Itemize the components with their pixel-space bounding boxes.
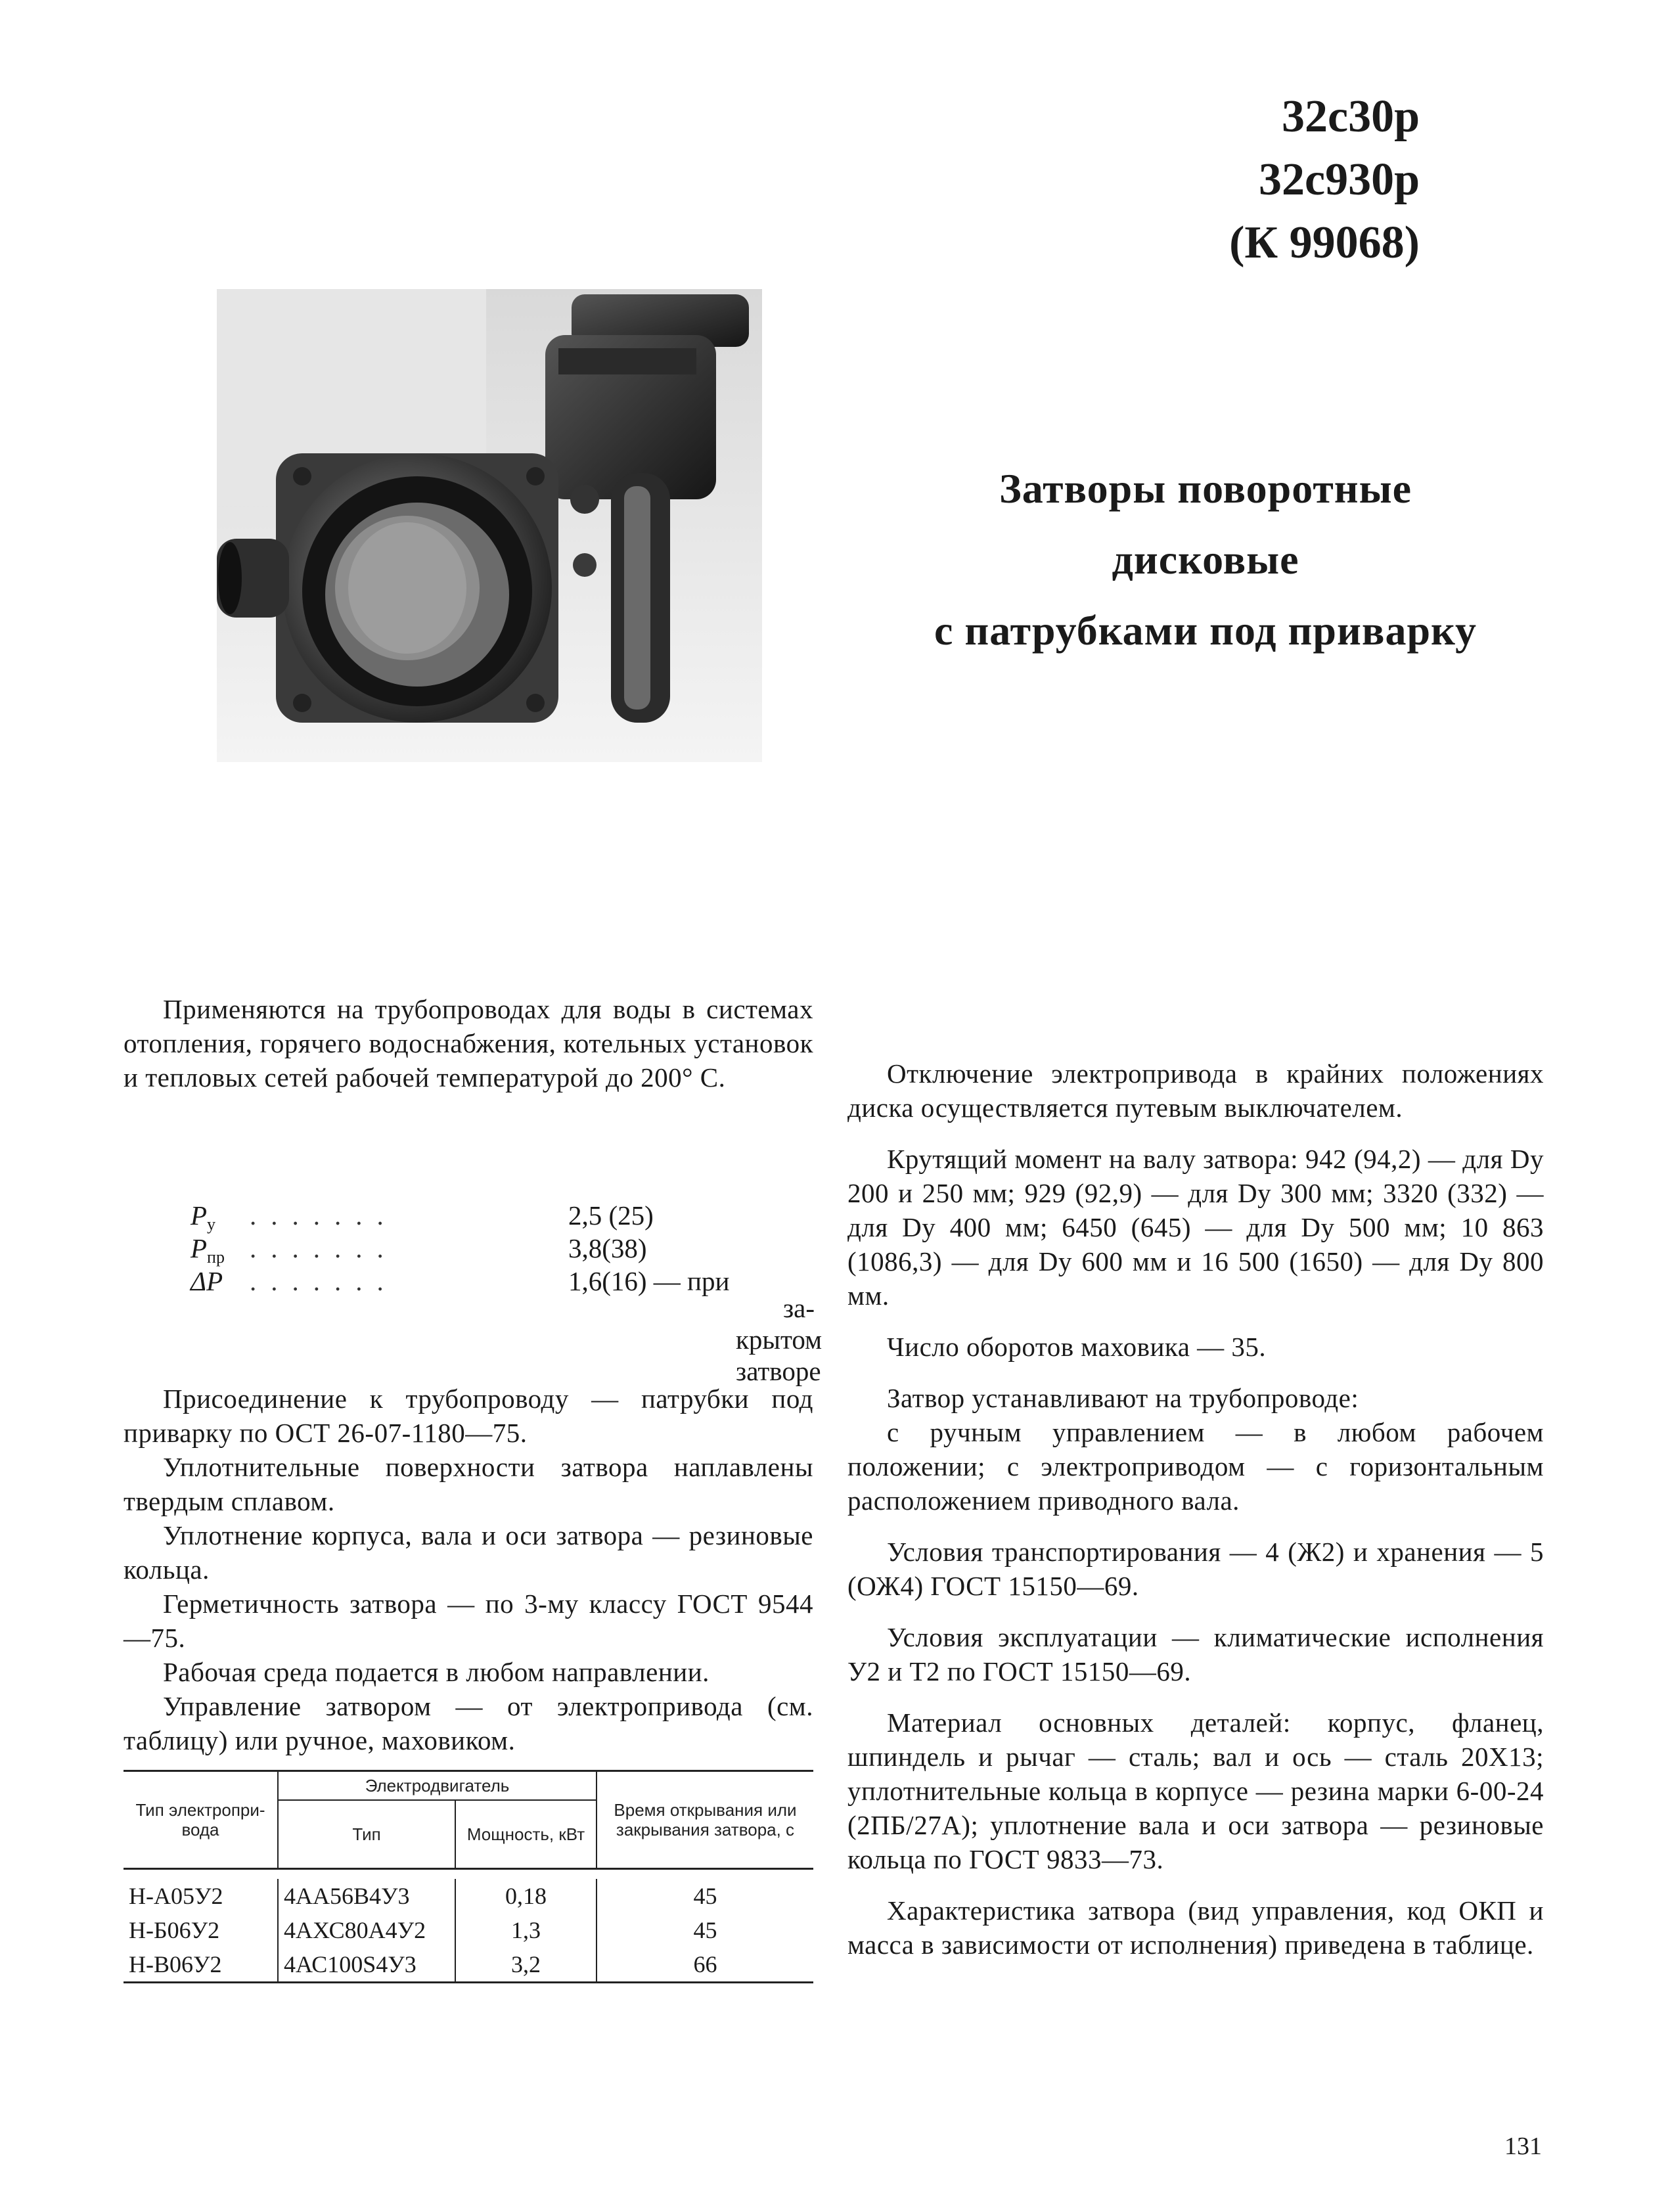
left-paragraphs (124, 1382, 813, 1757)
paragraph: Уплотнительные поверхности затвора наплавлены твердым сплавом. (124, 1452, 813, 1516)
page-number: 131 (1504, 2133, 1542, 2160)
intro-paragraph (124, 992, 813, 1095)
param-value: 3,8(38) (568, 1233, 647, 1263)
paragraph: Отключение электропривода в крайних положениях диска осуществляется путевым выключателем. (847, 1058, 1544, 1123)
paragraph: Затвор устанавливают на трубопроводе: (887, 1383, 1359, 1413)
param-note: за-крытом затворе (736, 1293, 823, 1386)
param-row (191, 1232, 805, 1265)
product-code: (К 99068) (1229, 217, 1420, 268)
param-symbol: $P_{пр}$ (191, 1233, 225, 1267)
table-cell: 4АС100S4У3 (278, 1947, 455, 1983)
table-row (124, 1879, 813, 1913)
drive-table (124, 1770, 813, 1983)
table-row (124, 1947, 813, 1983)
product-code: 32с930р (1259, 154, 1420, 205)
paragraph: Рабочая среда подается в любом направлении. (163, 1657, 710, 1687)
table-cell: 1,3 (455, 1913, 597, 1947)
paragraph: Условия транспортирования — 4 (Ж2) и хранения — 5 (ОЖ4) ГОСТ 15150—69. (847, 1537, 1544, 1601)
right-paragraphs (847, 1056, 1544, 1962)
param-row (191, 1199, 805, 1232)
col-header-time: Время открывания или закрывания затвора, с (597, 1771, 813, 1869)
table-cell: Н-А05У2 (129, 1883, 223, 1909)
pressure-params (191, 1199, 823, 1386)
heading-line: дисковые (1112, 536, 1299, 583)
param-symbol: $P_у$ (191, 1200, 216, 1234)
paragraph: Число оборотов маховика — 35. (887, 1332, 1267, 1362)
heading-line: с патрубками под приварку (934, 607, 1477, 654)
param-value: 1,6(16) — при (568, 1266, 730, 1296)
paragraph: Условия эксплуатации — климатические исполнения У2 и Т2 по ГОСТ 15150—69. (847, 1622, 1544, 1686)
col-header-motor-type: Тип (278, 1800, 455, 1869)
paragraph: Герметичность затвора — по 3-му классу ГОСТ 9544—75. (124, 1589, 813, 1653)
col-header-drive-type: Тип электропри-вода (124, 1771, 278, 1869)
param-value: 2,5 (25) (568, 1200, 654, 1230)
paragraph: с ручным управлением — в любом рабочем положении; с электроприводом — с горизонтальным расположением приводного вала. (847, 1417, 1544, 1516)
page-heading (880, 453, 1531, 666)
param-leader: ....... (250, 1266, 398, 1296)
paragraph: Присоединение к трубопроводу — патрубки под приварку по ОСТ 26-07-1180—75. (124, 1384, 813, 1448)
paragraph: Материал основных деталей: корпус, фланец, шпиндель и рычаг — сталь; вал и ось — сталь 20Х13; уплотнительные кольца в корпусе — резина марки 6-00-24 (2ПБ/27А); уплотнение вала и оси затвора — резиновые кольца по ГОСТ 9833—73. (847, 1707, 1544, 1874)
table-cell: 0,18 (455, 1879, 597, 1913)
col-header-motor: Электродвигатель (278, 1771, 597, 1801)
heading-line: Затворы поворотные (999, 465, 1412, 512)
valve-illustration (217, 289, 762, 762)
col-header-power: Мощность, кВт (455, 1800, 597, 1869)
param-leader: ....... (250, 1200, 398, 1230)
param-leader: ....... (250, 1233, 398, 1263)
table-cell: Н-В06У2 (124, 1947, 278, 1983)
product-codes (1229, 85, 1420, 275)
paragraph: Управление затвором — от электропривода (см. таблицу) или ручное, маховиком. (124, 1691, 813, 1755)
param-row (191, 1265, 823, 1386)
param-symbol: ΔP (191, 1266, 223, 1296)
table-cell: 4АА56В4У3 (278, 1879, 455, 1913)
table-cell: 3,2 (455, 1947, 597, 1983)
paragraph: Крутящий момент на валу затвора: 942 (94,2) — для Dу 200 и 250 мм; 929 (92,9) — для Dу 300 мм; 3320 (332) — для Dу 400 мм; 6450 (645) — для Dу 500 мм; 10 863 (1086,3) — для Dу 600 мм и 16 500 (1650) — для Dу 800 мм. (847, 1144, 1544, 1311)
table-cell: 66 (597, 1947, 813, 1983)
table-cell: 4АХС80А4У2 (278, 1913, 455, 1947)
product-code: 32с30р (1282, 91, 1420, 142)
table-row (124, 1913, 813, 1947)
paragraph: Уплотнение корпуса, вала и оси затвора — резиновые кольца. (124, 1520, 813, 1585)
intro-text: Применяются на трубопроводах для воды в системах отопления, горячего водоснабжения, котельных установок и тепловых сетей рабочей температурой до 200° С. (124, 994, 813, 1093)
table-cell: 45 (597, 1913, 813, 1947)
valve-photo (217, 289, 762, 762)
table-cell: 45 (597, 1879, 813, 1913)
table-cell: Н-Б06У2 (129, 1917, 220, 1943)
paragraph: Характеристика затвора (вид управления, код ОКП и масса в зависимости от исполнения) приведена в таблице. (847, 1895, 1544, 1960)
